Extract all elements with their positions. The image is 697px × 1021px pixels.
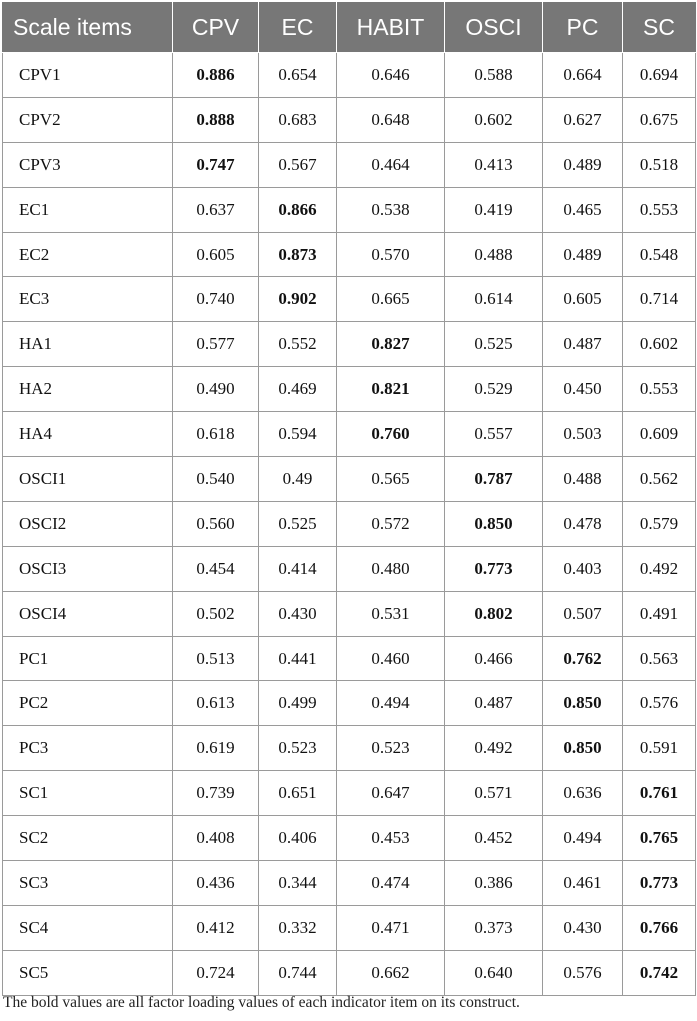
loading-value-cell: 0.873 xyxy=(259,232,337,277)
loading-value-cell: 0.636 xyxy=(543,771,623,816)
loading-value-cell: 0.491 xyxy=(623,591,696,636)
loading-value-cell: 0.765 xyxy=(623,816,696,861)
loading-value-cell: 0.489 xyxy=(543,142,623,187)
loading-value-cell: 0.548 xyxy=(623,232,696,277)
loading-value-cell: 0.538 xyxy=(337,187,445,232)
table-row xyxy=(3,142,696,187)
loading-value-cell: 0.614 xyxy=(445,277,543,322)
loading-value-cell: 0.605 xyxy=(173,232,259,277)
loading-value-cell: 0.332 xyxy=(259,905,337,950)
scale-item-label: OSCI4 xyxy=(3,591,173,636)
table-row xyxy=(3,277,696,322)
scale-item-label: SC1 xyxy=(3,771,173,816)
table-row xyxy=(3,232,696,277)
loading-value-cell: 0.518 xyxy=(623,142,696,187)
table-row xyxy=(3,367,696,412)
loading-value-cell: 0.646 xyxy=(337,53,445,98)
loading-value-cell: 0.567 xyxy=(259,142,337,187)
loading-value-cell: 0.452 xyxy=(445,816,543,861)
table-row xyxy=(3,681,696,726)
scale-item-label: PC3 xyxy=(3,726,173,771)
loading-value-cell: 0.408 xyxy=(173,816,259,861)
loading-value-cell: 0.492 xyxy=(623,546,696,591)
loading-value-cell: 0.888 xyxy=(173,97,259,142)
loading-value-cell: 0.821 xyxy=(337,367,445,412)
table-row xyxy=(3,457,696,502)
loading-value-cell: 0.724 xyxy=(173,950,259,995)
loading-value-cell: 0.487 xyxy=(445,681,543,726)
loading-value-cell: 0.489 xyxy=(543,232,623,277)
header-row xyxy=(3,2,696,53)
loading-value-cell: 0.675 xyxy=(623,97,696,142)
table-row xyxy=(3,591,696,636)
loading-value-cell: 0.773 xyxy=(623,861,696,906)
loading-value-cell: 0.461 xyxy=(543,861,623,906)
table-row xyxy=(3,771,696,816)
loading-value-cell: 0.478 xyxy=(543,501,623,546)
loading-value-cell: 0.571 xyxy=(445,771,543,816)
table-row xyxy=(3,905,696,950)
loading-value-cell: 0.683 xyxy=(259,97,337,142)
loading-value-cell: 0.494 xyxy=(543,816,623,861)
scale-item-label: OSCI3 xyxy=(3,546,173,591)
loading-value-cell: 0.460 xyxy=(337,636,445,681)
loading-value-cell: 0.430 xyxy=(259,591,337,636)
loading-value-cell: 0.464 xyxy=(337,142,445,187)
scale-item-label: PC1 xyxy=(3,636,173,681)
loadings-table-container xyxy=(2,2,695,996)
loading-value-cell: 0.450 xyxy=(543,367,623,412)
loading-value-cell: 0.760 xyxy=(337,412,445,457)
loading-value-cell: 0.576 xyxy=(543,950,623,995)
loading-value-cell: 0.902 xyxy=(259,277,337,322)
loading-value-cell: 0.742 xyxy=(623,950,696,995)
loading-value-cell: 0.850 xyxy=(543,726,623,771)
loading-value-cell: 0.529 xyxy=(445,367,543,412)
loading-value-cell: 0.503 xyxy=(543,412,623,457)
table-body xyxy=(3,53,696,996)
loading-value-cell: 0.694 xyxy=(623,53,696,98)
loading-value-cell: 0.488 xyxy=(445,232,543,277)
loading-value-cell: 0.740 xyxy=(173,277,259,322)
loading-value-cell: 0.618 xyxy=(173,412,259,457)
loading-value-cell: 0.579 xyxy=(623,501,696,546)
loading-value-cell: 0.850 xyxy=(543,681,623,726)
loading-value-cell: 0.494 xyxy=(337,681,445,726)
scale-item-label: OSCI2 xyxy=(3,501,173,546)
loading-value-cell: 0.773 xyxy=(445,546,543,591)
loading-value-cell: 0.609 xyxy=(623,412,696,457)
loading-value-cell: 0.665 xyxy=(337,277,445,322)
loading-value-cell: 0.492 xyxy=(445,726,543,771)
loading-value-cell: 0.802 xyxy=(445,591,543,636)
table-row xyxy=(3,816,696,861)
scale-item-label: SC3 xyxy=(3,861,173,906)
loading-value-cell: 0.488 xyxy=(543,457,623,502)
loading-value-cell: 0.436 xyxy=(173,861,259,906)
loading-value-cell: 0.739 xyxy=(173,771,259,816)
loading-value-cell: 0.577 xyxy=(173,322,259,367)
loading-value-cell: 0.454 xyxy=(173,546,259,591)
table-row xyxy=(3,501,696,546)
loading-value-cell: 0.594 xyxy=(259,412,337,457)
loading-value-cell: 0.471 xyxy=(337,905,445,950)
loading-value-cell: 0.570 xyxy=(337,232,445,277)
loading-value-cell: 0.419 xyxy=(445,187,543,232)
cross-loadings-table xyxy=(2,2,696,996)
scale-item-label: SC2 xyxy=(3,816,173,861)
loading-value-cell: 0.441 xyxy=(259,636,337,681)
table-row xyxy=(3,861,696,906)
loading-value-cell: 0.386 xyxy=(445,861,543,906)
loading-value-cell: 0.747 xyxy=(173,142,259,187)
loading-value-cell: 0.850 xyxy=(445,501,543,546)
table-footnote: The bold values are all factor loading values of each indicator item on its construct. xyxy=(3,994,520,1011)
loading-value-cell: 0.466 xyxy=(445,636,543,681)
loading-value-cell: 0.827 xyxy=(337,322,445,367)
table-row xyxy=(3,97,696,142)
loading-value-cell: 0.662 xyxy=(337,950,445,995)
col-header-sc: SC xyxy=(623,2,696,53)
table-row xyxy=(3,726,696,771)
loading-value-cell: 0.744 xyxy=(259,950,337,995)
table-row xyxy=(3,53,696,98)
col-header-osci: OSCI xyxy=(445,2,543,53)
loading-value-cell: 0.453 xyxy=(337,816,445,861)
loading-value-cell: 0.640 xyxy=(445,950,543,995)
loading-value-cell: 0.413 xyxy=(445,142,543,187)
loading-value-cell: 0.787 xyxy=(445,457,543,502)
loading-value-cell: 0.637 xyxy=(173,187,259,232)
loading-value-cell: 0.540 xyxy=(173,457,259,502)
loading-value-cell: 0.525 xyxy=(259,501,337,546)
loading-value-cell: 0.525 xyxy=(445,322,543,367)
loading-value-cell: 0.499 xyxy=(259,681,337,726)
loading-value-cell: 0.513 xyxy=(173,636,259,681)
scale-item-label: PC2 xyxy=(3,681,173,726)
loading-value-cell: 0.866 xyxy=(259,187,337,232)
loading-value-cell: 0.531 xyxy=(337,591,445,636)
loading-value-cell: 0.619 xyxy=(173,726,259,771)
scale-item-label: EC3 xyxy=(3,277,173,322)
loading-value-cell: 0.344 xyxy=(259,861,337,906)
loading-value-cell: 0.403 xyxy=(543,546,623,591)
col-header-pc: PC xyxy=(543,2,623,53)
col-header-scale-items: Scale items xyxy=(3,2,173,53)
loading-value-cell: 0.605 xyxy=(543,277,623,322)
scale-item-label: EC1 xyxy=(3,187,173,232)
table-row xyxy=(3,412,696,457)
loading-value-cell: 0.602 xyxy=(445,97,543,142)
loading-value-cell: 0.474 xyxy=(337,861,445,906)
loading-value-cell: 0.523 xyxy=(337,726,445,771)
loading-value-cell: 0.591 xyxy=(623,726,696,771)
loading-value-cell: 0.490 xyxy=(173,367,259,412)
table-row xyxy=(3,950,696,995)
loading-value-cell: 0.487 xyxy=(543,322,623,367)
scale-item-label: CPV1 xyxy=(3,53,173,98)
table-row xyxy=(3,322,696,367)
table-row xyxy=(3,546,696,591)
scale-item-label: OSCI1 xyxy=(3,457,173,502)
loading-value-cell: 0.552 xyxy=(259,322,337,367)
loading-value-cell: 0.507 xyxy=(543,591,623,636)
scale-item-label: SC5 xyxy=(3,950,173,995)
loading-value-cell: 0.654 xyxy=(259,53,337,98)
loading-value-cell: 0.886 xyxy=(173,53,259,98)
scale-item-label: EC2 xyxy=(3,232,173,277)
scale-item-label: CPV2 xyxy=(3,97,173,142)
loading-value-cell: 0.406 xyxy=(259,816,337,861)
scale-item-label: CPV3 xyxy=(3,142,173,187)
loading-value-cell: 0.648 xyxy=(337,97,445,142)
loading-value-cell: 0.651 xyxy=(259,771,337,816)
loading-value-cell: 0.627 xyxy=(543,97,623,142)
scale-item-label: SC4 xyxy=(3,905,173,950)
scale-item-label: HA2 xyxy=(3,367,173,412)
loading-value-cell: 0.469 xyxy=(259,367,337,412)
loading-value-cell: 0.647 xyxy=(337,771,445,816)
table-row xyxy=(3,636,696,681)
loading-value-cell: 0.502 xyxy=(173,591,259,636)
loading-value-cell: 0.523 xyxy=(259,726,337,771)
col-header-cpv: CPV xyxy=(173,2,259,53)
loading-value-cell: 0.412 xyxy=(173,905,259,950)
loading-value-cell: 0.430 xyxy=(543,905,623,950)
loading-value-cell: 0.560 xyxy=(173,501,259,546)
loading-value-cell: 0.563 xyxy=(623,636,696,681)
loading-value-cell: 0.565 xyxy=(337,457,445,502)
loading-value-cell: 0.572 xyxy=(337,501,445,546)
scale-item-label: HA1 xyxy=(3,322,173,367)
loading-value-cell: 0.588 xyxy=(445,53,543,98)
loading-value-cell: 0.761 xyxy=(623,771,696,816)
loading-value-cell: 0.553 xyxy=(623,367,696,412)
loading-value-cell: 0.553 xyxy=(623,187,696,232)
loading-value-cell: 0.714 xyxy=(623,277,696,322)
loading-value-cell: 0.664 xyxy=(543,53,623,98)
loading-value-cell: 0.602 xyxy=(623,322,696,367)
loading-value-cell: 0.562 xyxy=(623,457,696,502)
loading-value-cell: 0.613 xyxy=(173,681,259,726)
loading-value-cell: 0.576 xyxy=(623,681,696,726)
loading-value-cell: 0.465 xyxy=(543,187,623,232)
loading-value-cell: 0.766 xyxy=(623,905,696,950)
table-row xyxy=(3,187,696,232)
loading-value-cell: 0.762 xyxy=(543,636,623,681)
scale-item-label: HA4 xyxy=(3,412,173,457)
loading-value-cell: 0.49 xyxy=(259,457,337,502)
loading-value-cell: 0.414 xyxy=(259,546,337,591)
col-header-ec: EC xyxy=(259,2,337,53)
loading-value-cell: 0.480 xyxy=(337,546,445,591)
loading-value-cell: 0.557 xyxy=(445,412,543,457)
col-header-habit: HABIT xyxy=(337,2,445,53)
loading-value-cell: 0.373 xyxy=(445,905,543,950)
